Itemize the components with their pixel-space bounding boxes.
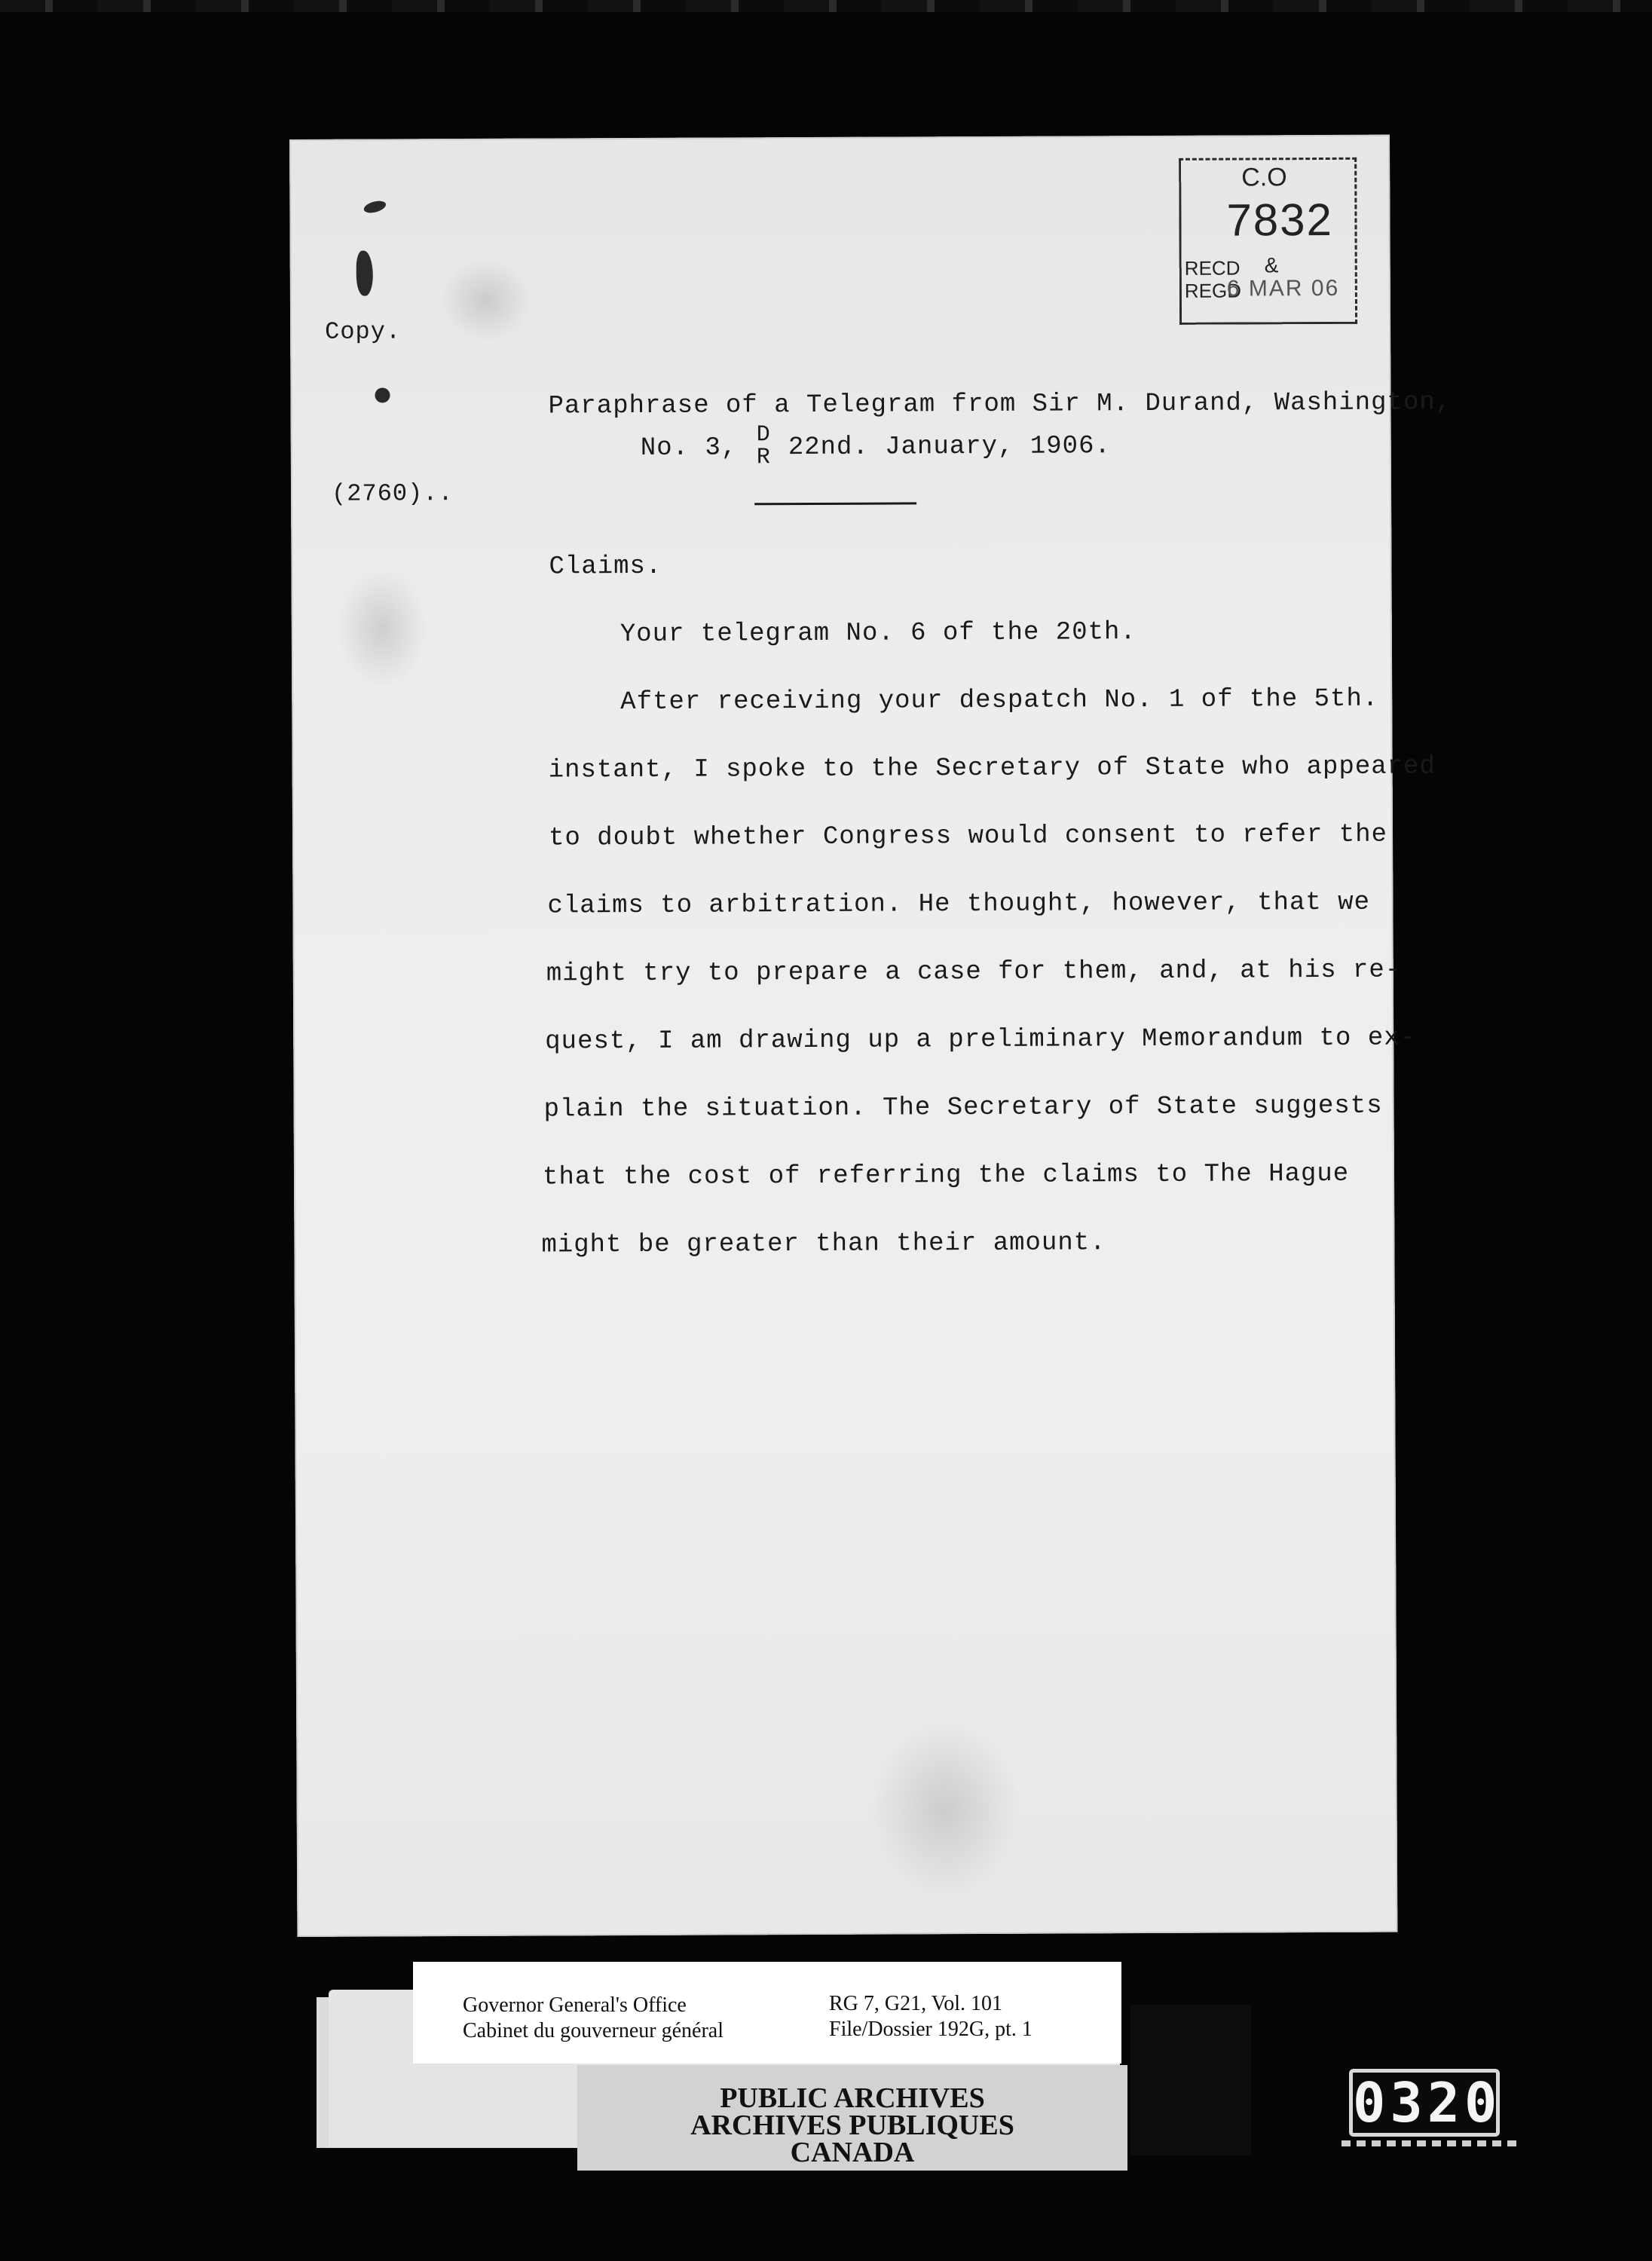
stamp-received-line1: RECD [1184,256,1241,280]
ink-dot [375,387,390,402]
stamp-ampersand: & [1264,253,1279,277]
routing-bottom: R [756,445,770,471]
body-line: that the cost of referring the claims to The Hague [542,1159,1350,1192]
body-line: plain the situation. The Secretary of State suggests [543,1091,1383,1124]
ink-mark [356,251,373,296]
archive-reference-label [413,1962,1121,2064]
mount-shadow [1130,2005,1251,2155]
archives-english: PUBLIC ARCHIVES [720,2082,985,2114]
subject: Claims. [549,552,662,582]
film-sprocket [1341,2140,1522,2146]
document-heading: Paraphrase of a Telegram from Sir M. Durand, Washington, [548,388,1452,421]
file-reference: (2760).. [331,479,454,508]
office-french: Cabinet du gouverneur général [463,2019,724,2042]
frame-number: 0320 [1349,2069,1500,2137]
body-line: quest, I am drawing up a preliminary Memorandum to ex- [545,1023,1417,1057]
routing-fraction [752,424,775,469]
archives-country: CANADA [790,2137,915,2168]
smudge [336,568,427,690]
stamp-number: 7832 [1226,194,1334,246]
body-line: might be greater than their amount. [541,1228,1106,1260]
office-english: Governor General's Office [463,1993,687,2017]
document-page [289,135,1452,1937]
smudge [869,1719,1020,1901]
body-line: Your telegram No. 6 of the 20th. [620,618,1137,650]
copy-label: Copy. [325,317,402,346]
file-dossier: File/Dossier 192G, pt. 1 [829,2018,1032,2041]
registry-stamp [1179,158,1357,325]
stamp-date: 6 MAR 06 [1226,275,1340,301]
body-line: claims to arbitration. He thought, however, that we [547,888,1371,921]
stamp-received-line2: REGD [1184,279,1242,302]
archives-french: ARCHIVES PUBLIQUES [690,2110,1014,2141]
smudge [441,259,531,343]
telegram-number: No. 3, [640,433,738,463]
body-line: instant, I spoke to the Secretary of State who appeared [548,752,1436,785]
stamp-office: C.O [1241,163,1287,192]
body-line: to doubt whether Congress would consent to refer the [548,820,1388,853]
record-group: RG 7, G21, Vol. 101 [829,1992,1003,2015]
heading-rule [754,502,916,505]
body-line: After receiving your despatch No. 1 of the 5th. [620,684,1379,717]
telegram-date: 22nd. January, 1906. [788,432,1111,463]
ink-mark [363,199,387,215]
body-line: might try to prepare a case for them, and, at his re- [546,956,1402,989]
routing-top: D [756,422,770,448]
public-archives-stamp [577,2065,1127,2171]
film-edge [0,0,1652,12]
